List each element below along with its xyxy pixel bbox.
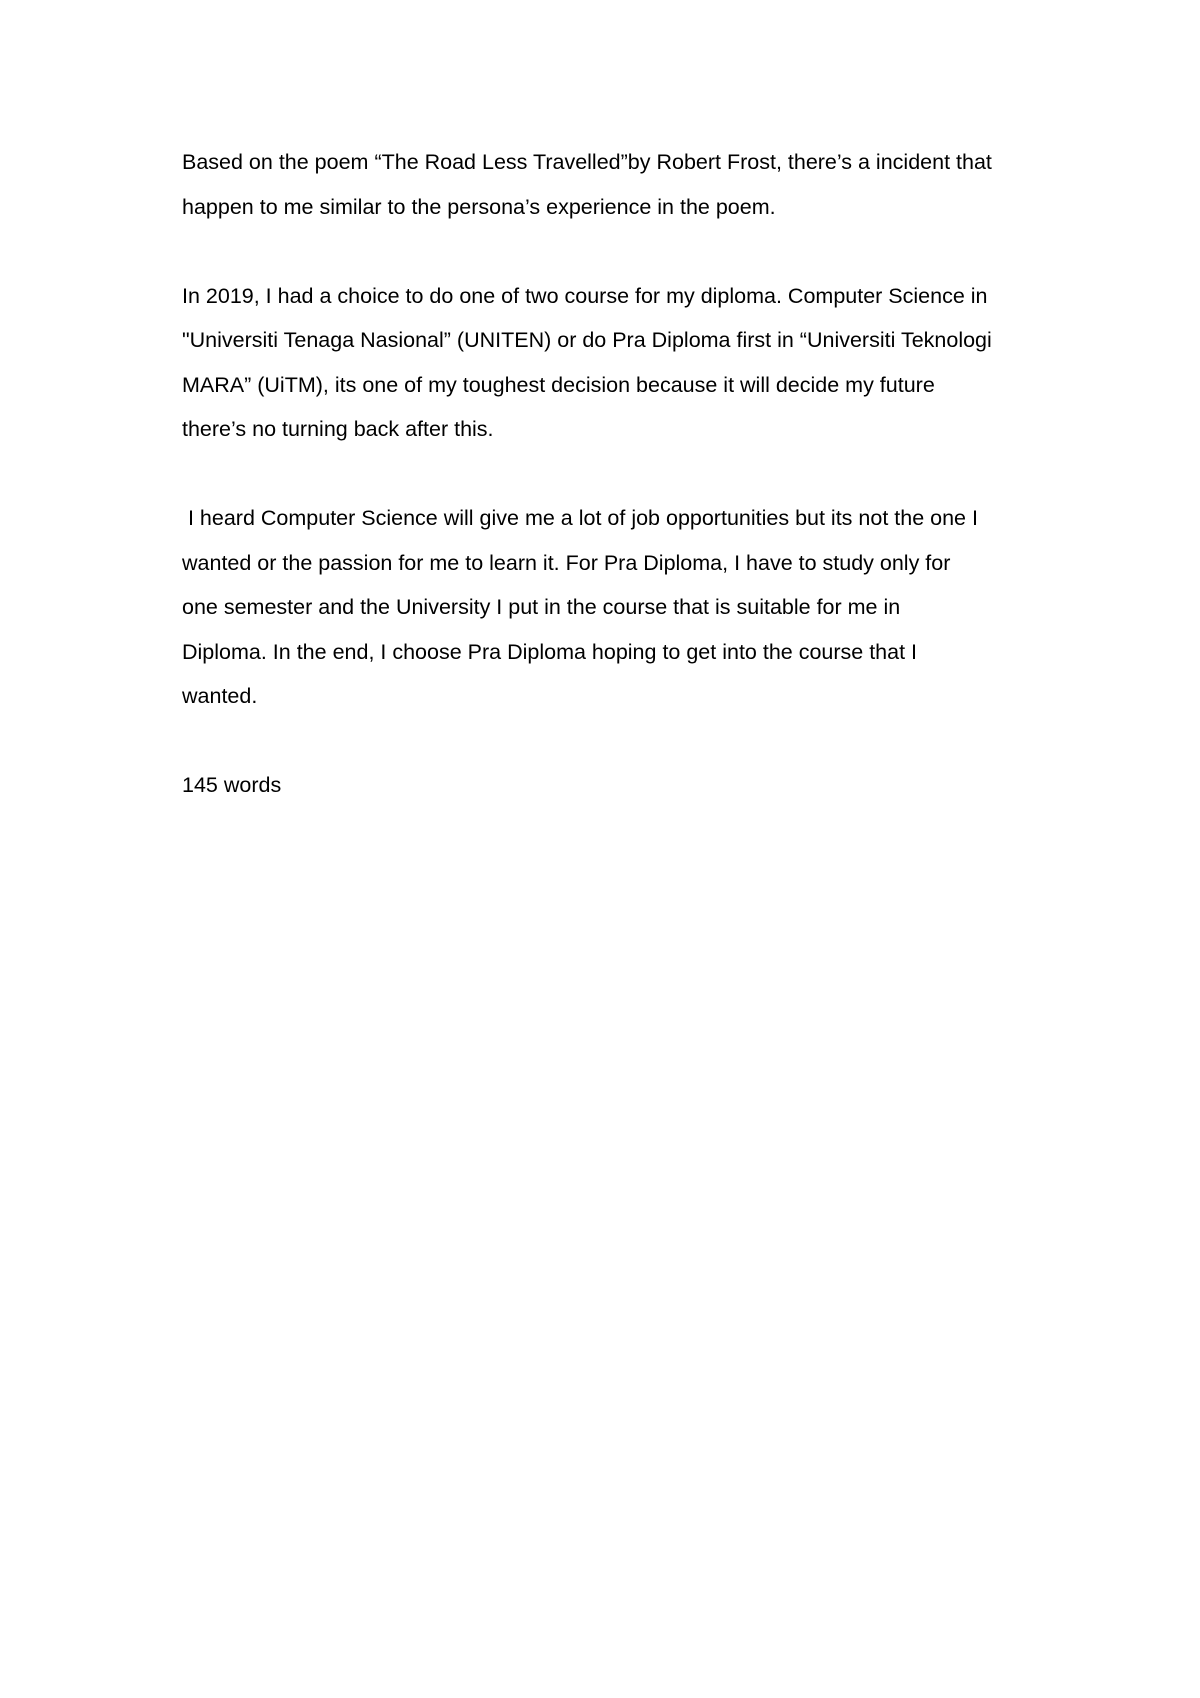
text-line: wanted. <box>182 684 258 708</box>
text-line: Diploma. In the end, I choose Pra Diploma hoping to get into the course that I <box>182 639 918 664</box>
text-line: MARA” (UiTM), its one of my toughest decision because it will decide my future <box>182 372 935 397</box>
text-line: In 2019, I had a choice to do one of two course for my diploma. Computer Science in <box>182 283 988 308</box>
text-line: "Universiti Tenaga Nasional” (UNITEN) or do Pra Diploma first in “Universiti Teknologi <box>182 328 992 352</box>
paragraph-intro <box>182 140 1042 229</box>
text-line: happen to me similar to the persona’s experience in the poem. <box>182 194 776 219</box>
document-body <box>182 140 1042 808</box>
text-line: wanted or the passion for me to learn it. For Pra Diploma, I have to study only for <box>182 550 951 575</box>
paragraph-choice <box>182 274 1042 452</box>
text-line: one semester and the University I put in the course that is suitable for me in <box>182 595 901 619</box>
text-line: Based on the poem “The Road Less Travelled”by Robert Frost, there’s a incident that <box>182 150 992 174</box>
paragraph-spacer <box>182 719 1042 764</box>
word-count <box>182 763 1042 808</box>
paragraph-decision <box>182 496 1042 719</box>
text-line: there’s no turning back after this. <box>182 417 494 441</box>
paragraph-spacer <box>182 229 1042 274</box>
word-count-text: 145 words <box>182 773 282 797</box>
text-line: I heard Computer Science will give me a lot of job opportunities but its not the one I <box>182 506 978 530</box>
paragraph-spacer <box>182 452 1042 497</box>
